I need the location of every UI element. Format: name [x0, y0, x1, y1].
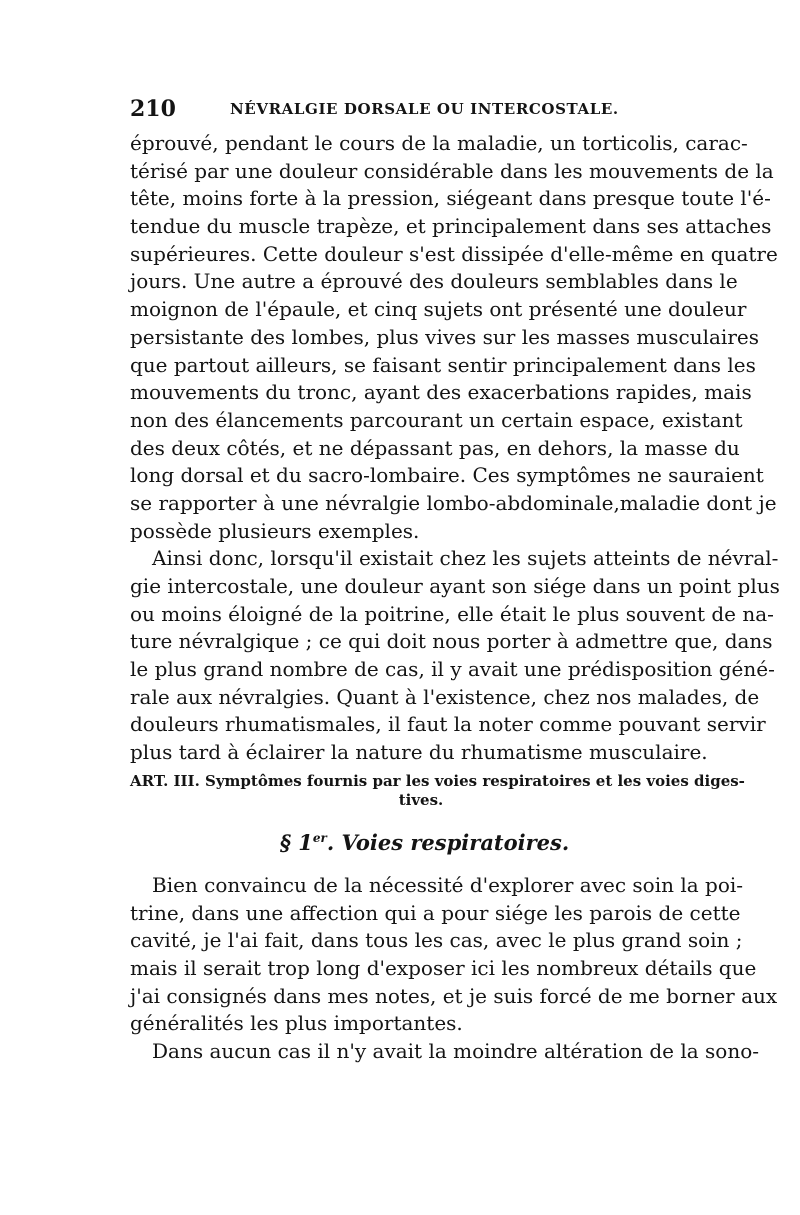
text-line: éprouvé, pendant le cours de la maladie, un torticolis, carac- [130, 131, 748, 155]
paragraph [130, 545, 780, 767]
text-line: Ainsi donc, lorsqu'il existait chez les sujets atteints de névral- [152, 546, 779, 571]
text-line: moignon de l'épaule, et cinq sujets ont présenté une douleur [130, 297, 747, 322]
text-line: le plus grand nombre de cas, il y avait une prédisposition géné- [130, 657, 775, 682]
text-line: plus tard à éclairer la nature du rhumatisme musculaire. [130, 740, 708, 765]
text-line: trine, dans une affection qui a pour siége les parois de cette [130, 900, 741, 925]
paragraph [130, 872, 778, 1038]
section-title: . Voies respiratoires. [326, 830, 570, 855]
text-line: gie intercostale, une douleur ayant son siége dans un point plus [130, 574, 780, 598]
article-heading [130, 772, 745, 810]
text-line: ou moins éloigné de la poitrine, elle était le plus souvent de na- [130, 601, 774, 626]
text-line: douleurs rhumatismales, il faut la noter comme pouvant servir [130, 712, 766, 737]
text-line: se rapporter à une névralgie lombo-abdominale,maladie dont je [130, 490, 777, 515]
text-line: térisé par une douleur considérable dans les mouvements de la [130, 158, 774, 183]
text-line: mais il serait trop long d'exposer ici les nombreux détails que [130, 956, 757, 981]
page-number: 210 [130, 96, 176, 122]
running-head: NÉVRALGIE DORSALE OU INTERCOSTALE. [230, 100, 619, 118]
article-heading-line: ART. III. Symptômes fournis par les voies respiratoires et les voies diges- [130, 772, 745, 790]
text-line: ture névralgique ; ce qui doit nous porter à admettre que, dans [130, 629, 773, 654]
section-number: 1 [298, 830, 313, 855]
paragraph [130, 130, 778, 545]
section-symbol: § [280, 830, 291, 855]
text-line: j'ai consignés dans mes notes, et je suis forcé de me borner aux [130, 983, 778, 1008]
text-line: jours. Une autre a éprouvé des douleurs semblables dans le [130, 269, 738, 294]
text-line: supérieures. Cette douleur s'est dissipée d'elle-même en quatre [130, 241, 778, 266]
text-line: généralités les plus importantes. [130, 1011, 463, 1036]
text-line: mouvements du tronc, ayant des exacerbations rapides, mais [130, 380, 752, 405]
text-line: des deux côtés, et ne dépassant pas, en dehors, la masse du [130, 435, 740, 460]
text-line: que partout ailleurs, se faisant sentir principalement dans les [130, 352, 756, 377]
section-number-suffix: er [312, 831, 327, 845]
text-line: persistante des lombes, plus vives sur les masses musculaires [130, 324, 759, 349]
text-line: long dorsal et du sacro-lombaire. Ces symptômes ne sauraient [130, 463, 764, 488]
body-text-upper [130, 130, 780, 767]
text-line: rale aux névralgies. Quant à l'existence, chez nos malades, de [130, 684, 760, 709]
text-line: cavité, je l'ai fait, dans tous les cas, avec le plus grand soin ; [130, 928, 743, 953]
text-line: Dans aucun cas il n'y avait la moindre altération de la sono- [152, 1039, 760, 1064]
text-line: Bien convaincu de la nécessité d'explorer avec soin la poi- [152, 873, 744, 897]
text-line: non des élancements parcourant un certain espace, existant [130, 407, 743, 432]
text-line: possède plusieurs exemples. [130, 518, 420, 543]
body-text-lower [130, 872, 778, 1066]
article-heading-line: tives. [398, 791, 444, 809]
paragraph [130, 1038, 760, 1066]
text-line: tendue du muscle trapèze, et principalement dans ses attaches [130, 214, 772, 239]
page-header [130, 96, 672, 126]
section-heading [280, 830, 569, 855]
text-line: tête, moins forte à la pression, siégeant dans presque toute l'é- [130, 186, 771, 211]
